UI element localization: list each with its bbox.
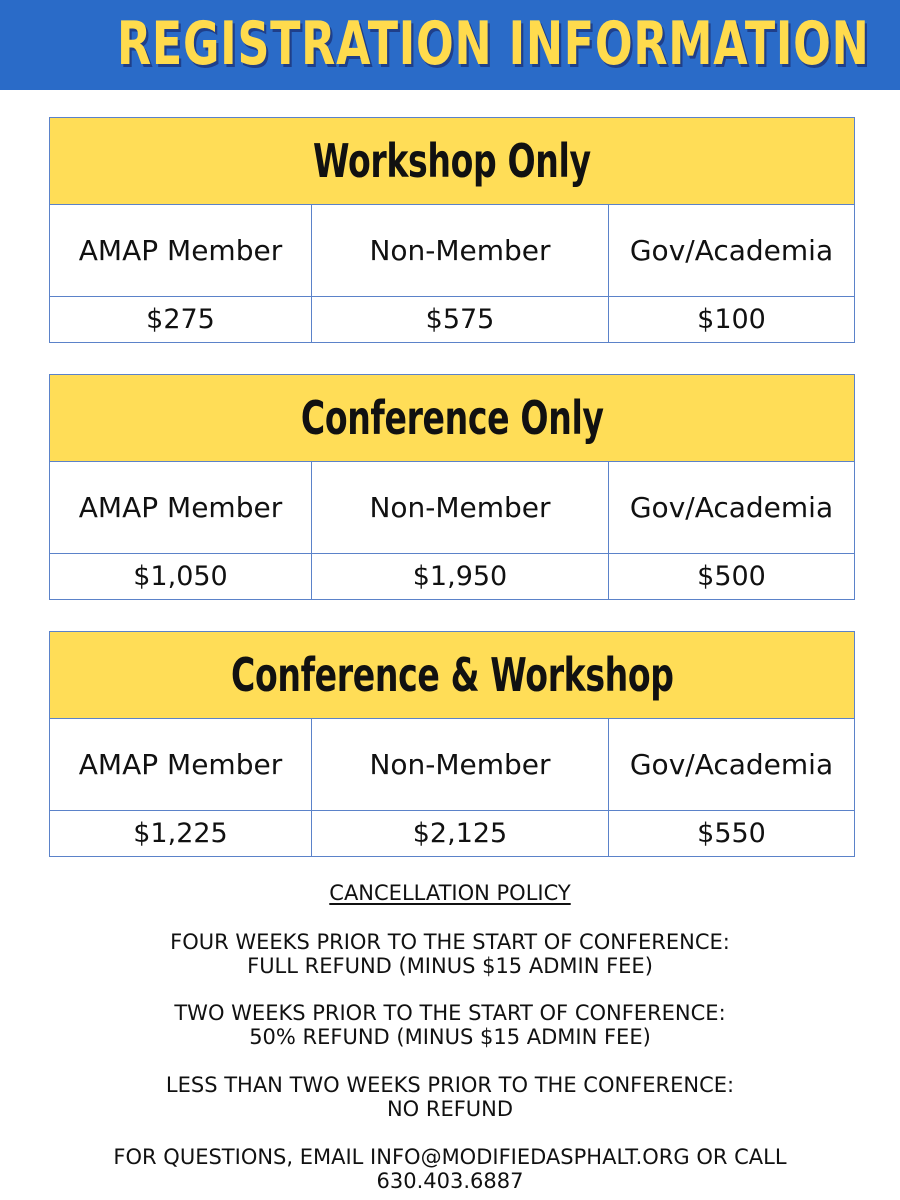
page-header	[0, 0, 900, 90]
price-gov-academia: $550	[697, 818, 766, 849]
contact-info	[0, 1145, 900, 1193]
column-non-member: Non-Member	[312, 462, 609, 553]
table-title: Conference & Workshop	[230, 648, 674, 702]
price-gov-academia: $100	[697, 304, 766, 335]
policy-rule-condition: TWO WEEKS PRIOR TO THE START OF CONFERENCE:	[174, 1001, 726, 1025]
column-amap-member: AMAP Member	[50, 462, 312, 553]
table-header-row	[50, 719, 854, 811]
column-amap-member: AMAP Member	[50, 205, 312, 296]
policy-rule-refund: 50% REFUND (MINUS $15 ADMIN FEE)	[249, 1025, 651, 1049]
workshop-only-table	[49, 117, 855, 343]
price-gov-academia: $500	[697, 561, 766, 592]
policy-rule	[0, 1001, 900, 1049]
table-title-bar	[50, 632, 854, 719]
table-title: Conference Only	[300, 391, 604, 445]
policy-rule	[0, 930, 900, 978]
table-price-row	[50, 811, 854, 856]
price-amap-member: $1,050	[50, 554, 312, 599]
policy-rule-condition: LESS THAN TWO WEEKS PRIOR TO THE CONFERENCE:	[165, 1073, 735, 1097]
column-gov-academia: Gov/Academia	[629, 748, 834, 781]
page-title: REGISTRATION INFORMATION	[117, 9, 870, 79]
table-title-bar	[50, 118, 854, 205]
policy-rule-refund: NO REFUND	[386, 1097, 514, 1121]
price-non-member: $575	[312, 297, 609, 342]
table-header-row	[50, 462, 854, 554]
price-amap-member: $1,225	[50, 811, 312, 856]
table-title-bar	[50, 375, 854, 462]
conference-and-workshop-table	[49, 631, 855, 857]
contact-phone: 630.403.6887	[376, 1169, 524, 1193]
table-price-row	[50, 297, 854, 342]
column-gov-academia: Gov/Academia	[629, 491, 834, 524]
column-non-member: Non-Member	[312, 719, 609, 810]
policy-rule	[0, 1073, 900, 1121]
price-non-member: $1,950	[312, 554, 609, 599]
policy-rule-condition: FOUR WEEKS PRIOR TO THE START OF CONFERENCE:	[170, 930, 730, 954]
contact-email-line: FOR QUESTIONS, EMAIL INFO@MODIFIEDASPHALT.ORG OR CALL	[113, 1145, 787, 1169]
policy-rule-refund: FULL REFUND (MINUS $15 ADMIN FEE)	[247, 954, 653, 978]
column-gov-academia: Gov/Academia	[629, 234, 834, 267]
cancellation-policy-title: CANCELLATION POLICY	[329, 881, 571, 905]
column-non-member: Non-Member	[312, 205, 609, 296]
price-amap-member: $275	[50, 297, 312, 342]
conference-only-table	[49, 374, 855, 600]
table-price-row	[50, 554, 854, 599]
table-title: Workshop Only	[313, 134, 591, 188]
column-amap-member: AMAP Member	[50, 719, 312, 810]
price-non-member: $2,125	[312, 811, 609, 856]
table-header-row	[50, 205, 854, 297]
